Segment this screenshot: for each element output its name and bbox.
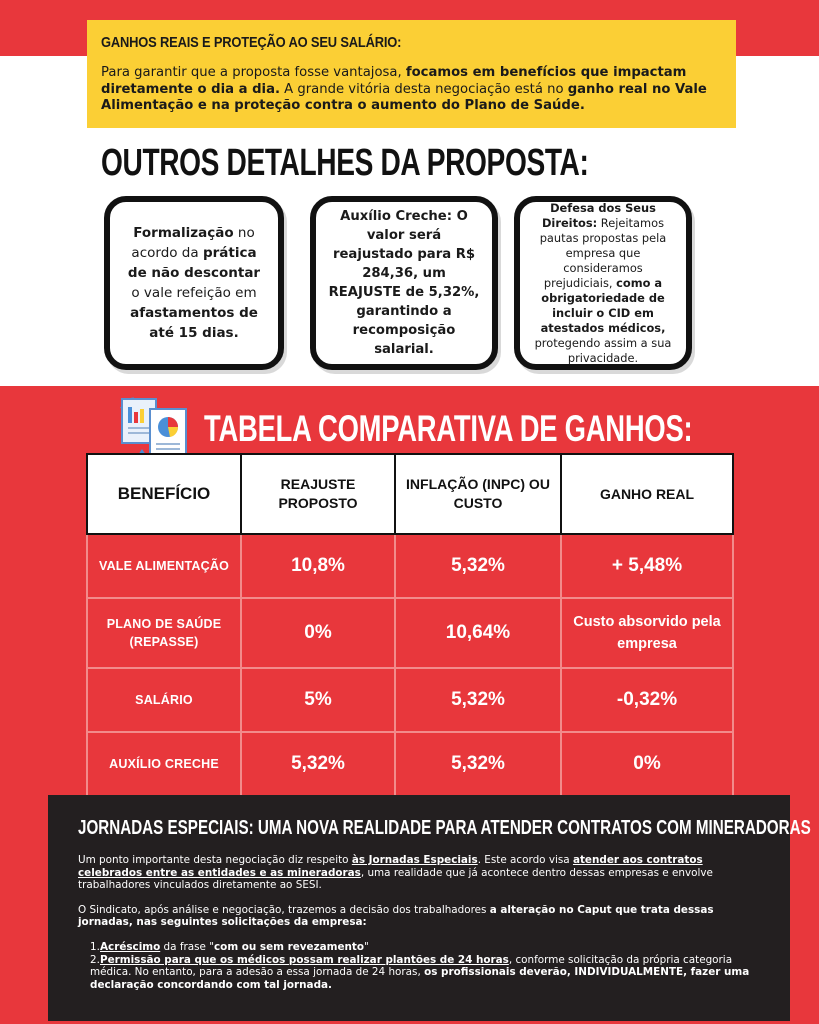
card1-bold: prática de não descontar: [127, 245, 261, 281]
paragraph-text: , uma realidade que já acontece dentro dessas empresas e envolve trabalhadores vinculados diretamente ao SESI.: [78, 866, 713, 892]
card-formalizacao: [104, 196, 284, 370]
list-text: ": [364, 940, 369, 953]
table-cell: 5,32%: [395, 732, 561, 796]
table-row: [87, 534, 733, 598]
gains-text-part: Para garantir que a proposta fosse vantajosa,: [101, 65, 406, 80]
card1-text: no acordo da: [131, 225, 255, 261]
table-cell: 10,8%: [241, 534, 395, 598]
comparison-table: [86, 453, 734, 797]
table-row: [87, 732, 733, 796]
gains-text-part: A grande vitória desta negociação está no: [279, 81, 568, 97]
card3-text: protegendo assim a sua privacidade.: [534, 335, 672, 365]
other-details-title: OUTROS DETALHES DA PROPOSTA:: [101, 142, 589, 184]
table-cell: -0,32%: [561, 668, 733, 732]
list-emphasis: os profissionais deverão, INDIVIDUALMENTE, fazer uma declaração concordando com tal jornada.: [90, 966, 750, 991]
card3-text: Rejeitamos pautas propostas pela empresa que consideramos prejudiciais,: [539, 215, 667, 290]
requests-list: [78, 941, 762, 991]
list-text: , conforme solicitação da própria categoria médica. No entanto, para a adesão a essa jornada de 24 horas,: [90, 953, 733, 979]
card3-bold: como a obrigatoriedade de incluir o CID em atestados médicos,: [540, 275, 666, 335]
table-header-cell: REAJUSTE PROPOSTO: [241, 454, 395, 534]
paragraph-emphasis: a alteração no Caput que trata dessas jornadas, nas seguintes solicitações da empresa:: [78, 903, 714, 929]
list-emphasis: Acréscimo: [100, 940, 161, 953]
table-cell-benefit: SALÁRIO: [87, 668, 241, 732]
table-cell-benefit: VALE ALIMENTAÇÃO: [87, 534, 241, 598]
comparison-table-title: TABELA COMPARATIVA DE GANHOS:: [204, 408, 693, 449]
list-emphasis: Permissão para que os médicos possam realizar plantões de 24 horas: [100, 953, 509, 966]
card2-text: Auxílio Creche: O valor será reajustado para R$ 284,36, um REAJUSTE de 5,32%, garantindo a recomposição salarial.: [328, 209, 480, 357]
gains-title: GANHOS REAIS E PROTEÇÃO AO SEU SALÁRIO:: [101, 34, 402, 51]
list-text: da frase ": [160, 940, 215, 953]
gains-text-bold: focamos em benefícios que impactam diretamente o dia a dia.: [101, 65, 687, 97]
table-row: [87, 598, 733, 668]
paragraph-text: O Sindicato, após análise e negociação, trazemos a decisão dos trabalhadores: [78, 903, 490, 916]
table-cell: 5,32%: [241, 732, 395, 796]
list-item: [90, 954, 762, 992]
table-cell-benefit: PLANO DE SAÚDE (REPASSE): [87, 598, 241, 668]
card-auxilio-creche: [310, 196, 498, 370]
paragraph-emphasis: às Jornadas Especiais: [351, 854, 478, 866]
gains-text: [101, 65, 722, 115]
table-cell: 5%: [241, 668, 395, 732]
table-header-row: [87, 454, 733, 534]
paragraph-text: . Este acordo visa: [477, 854, 573, 866]
table-row: [87, 668, 733, 732]
paragraph-emphasis: atender aos contratos celebrados entre as entidades e as mineradoras: [78, 854, 703, 879]
card3-bold: Defesa dos Seus Direitos:: [541, 200, 656, 230]
special-journeys-paragraph: [78, 904, 762, 929]
special-journeys-box: [48, 795, 811, 1021]
card1-bold: afastamentos de até 15 dias.: [130, 305, 258, 341]
card1-bold: Formalização: [133, 225, 234, 241]
list-number: 2.: [90, 953, 100, 966]
gains-text-bold: ganho real no Vale Alimentação e na proteção contra o aumento do Plano de Saúde.: [101, 81, 707, 113]
table-cell: Custo absorvido pela empresa: [561, 598, 733, 668]
card-defesa-direitos: [514, 196, 692, 370]
table-cell: 5,32%: [395, 534, 561, 598]
list-emphasis: com ou sem revezamento: [214, 940, 365, 953]
list-number: 1.: [90, 940, 100, 953]
card1-text: o vale refeição em: [131, 285, 257, 301]
paragraph-text: Um ponto importante desta negociação diz respeito: [78, 854, 352, 866]
table-cell: + 5,48%: [561, 534, 733, 598]
table-header-cell: GANHO REAL: [561, 454, 733, 534]
table-cell: 0%: [561, 732, 733, 796]
special-journeys-paragraph: [78, 854, 762, 892]
table-cell: 0%: [241, 598, 395, 668]
table-header-cell: INFLAÇÃO (INPC) OU CUSTO: [395, 454, 561, 534]
special-journeys-title: JORNADAS ESPECIAIS: UMA NOVA REALIDADE PARA ATENDER CONTRATOS COM MINERADORAS: [78, 817, 811, 839]
table-cell-benefit: AUXÍLIO CRECHE: [87, 732, 241, 796]
gains-summary-box: [87, 20, 736, 128]
list-item: [90, 941, 762, 954]
table-cell: 10,64%: [395, 598, 561, 668]
table-cell: 5,32%: [395, 668, 561, 732]
table-header-cell: BENEFÍCIO: [87, 454, 241, 534]
